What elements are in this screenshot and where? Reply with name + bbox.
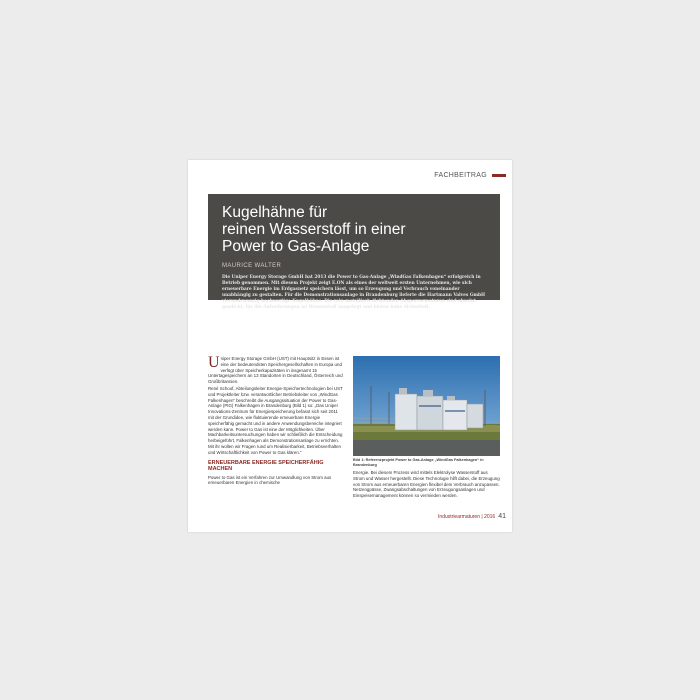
article-body (208, 354, 500, 499)
foreground-road (353, 440, 500, 456)
magazine-name: Industriearmaturen | 2016 (438, 514, 496, 520)
magazine-page (188, 160, 512, 532)
title-line: Kugelhähne für (222, 204, 328, 221)
right-column: Energie. Bei diesem Prozess wird mittels Elektrolyse Wasserstoff aus Strom und Wasser hergestellt. Diese Technologie hilft dabei, die Erzeugung von Strom aus erneuerbaren Energien flexibel dem Verbrauch anzupassen. Netzengpässe, Zwangsabschaltungen von Erzeugungsanlagen und Einspeisemanagement können so vermieden werden. (353, 470, 500, 499)
lead-paragraph: Die Uniper Energy Storage GmbH hat 2013 die Power to Gas-Anlage „WindGas Falkenhagen“ erfolgreich in Betrieb genommen. Mit diesem Projekt zeigt E.ON als eines der weltweit ersten Unternehmen, wie sich erneuerbare Energie im Erdgasnetz speichern lässt, um so Erzeugung und Verbrauch voneinander unabhängig zu gestalten. Für die Demonstrationsanlage in Brandenburg lieferte die Hartmann Valves GmbH vierundzwanzig hochwertige Kugelhähne. Die rein metallisch dichtenden Absperrarmaturen sind absolut gasdicht, für die Anforderungen an Wasserstoff ausgelegt und bieten hohe Sicherheit. (222, 275, 486, 310)
figure-caption: Bild 1: Referenzprojekt Power to Gas-Anlage „WindGas Falkenhagen“ in Brandenburg (353, 458, 484, 467)
section-label (434, 172, 506, 179)
page-number: 41 (498, 513, 506, 520)
left-column (208, 356, 344, 487)
paragraph-text: niper Energy Storage GmbH (UST) mit Hauptsitz in Essen ist eine der bedeutendsten Speichergesellschaften in Europa und verfügt über Speicherkapazitäten in insgesamt 15 Untertagespeichern an 13 Standorten in Deutschland, Österreich und Großbritannien. (208, 356, 343, 385)
paragraph: Power to Gas ist ein Verfahren zur Umwandlung von Strom aus erneuerbaren Energien in chemische (208, 474, 332, 486)
section-label-text: FACHBEITRAG (434, 172, 487, 179)
title-line: Power to Gas-Anlage (222, 238, 370, 255)
author-name: MAURICE WALTER (222, 263, 282, 269)
dropcap: U (208, 354, 220, 371)
page-footer (438, 513, 506, 520)
section-accent-bar (492, 174, 506, 177)
article-title (222, 204, 486, 255)
plant-photo (353, 356, 500, 456)
paragraph: René Schoof, Abteilungsleiter Energie-Speichertechnologien bei UST und Projektleiter bzw. verantwortlicher Betriebsleiter von „WindGas Falkenhagen“ beschreibt die Ausgangssituation der Power to Gas-Anlage (PtG) Falkenhagen in Brandenburg (Bild 1) so: „Das Uniper Innovations-Zentrum für Energiespeicherung befasst sich seit 2011 mit der Grundidee, wie fluktuierende erneuerbare Energie speicherfähig gemacht und in andere Anwendungsbereiche integriert werden kann. Power to Gas ist eine der Möglichkeiten. Über Machbarkeitsuntersuchungen haben wir schließlich die Entscheidung herbeigeführt, Falkenhagen als Demonstrationsanlage zu errichten. Mit ihr wollen wir Fragen rund um Realisierbarkeit, Betriebsverhalten und Wirtschaftlichkeit von Power to Gas klären.“ (208, 385, 343, 455)
title-line: reinen Wasserstoff in einer (222, 221, 406, 238)
hero-banner (208, 194, 500, 310)
paragraph (208, 356, 344, 385)
subheading: ERNEUERBARE ENERGIE SPEICHERFÄHIG MACHEN (208, 459, 324, 473)
